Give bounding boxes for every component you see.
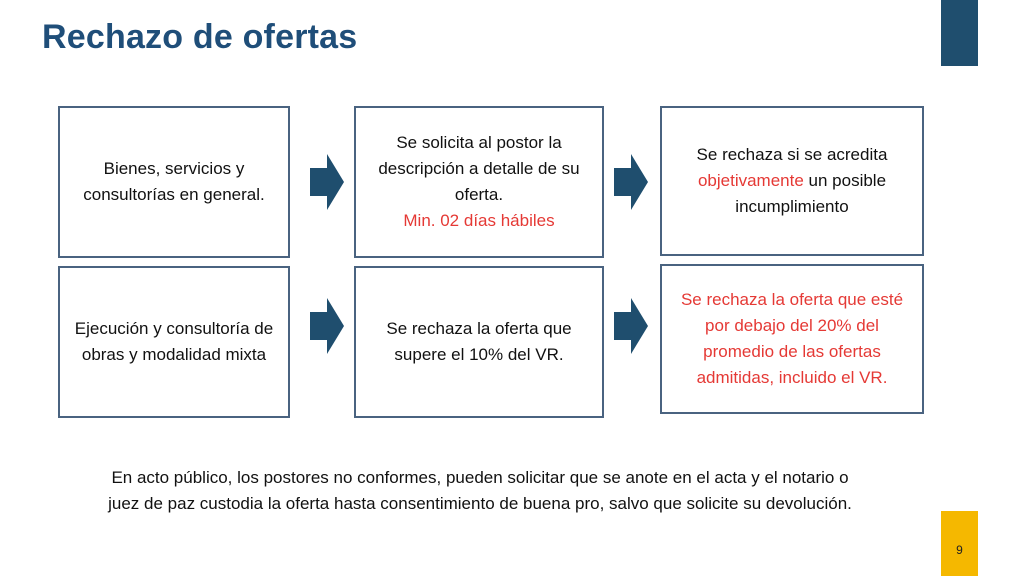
page-number-badge: [941, 511, 978, 576]
row1-right-text-after: un posible incumplimiento: [735, 171, 887, 216]
bottom-note-line1: En acto público, los postores no conformes, pueden solicitar que se anote en el acta y el notario o: [111, 468, 849, 487]
row1-right-highlight: objetivamente: [697, 171, 804, 190]
row1-right-text-before: Se rechaza si se acredita: [696, 145, 888, 164]
arrow-right-icon: [614, 154, 648, 210]
row1-left-text: Bienes, servicios y consultorías en general.: [83, 159, 265, 204]
row2-right-text: Se rechaza la oferta que esté por debajo del 20% del promedio de las ofertas admitidas, incluido el VR.: [680, 290, 904, 387]
row1-left-box: [58, 106, 290, 258]
row2-left-box: [58, 266, 290, 418]
row2-middle-text: Se rechaza la oferta que supere el 10% del VR.: [386, 319, 572, 364]
bottom-note-line2: juez de paz custodia la oferta hasta consentimiento de buena pro, salvo que solicite su devolución.: [108, 494, 852, 513]
row1-middle-text: Se solicita al postor la descripción a detalle de su oferta.: [378, 133, 580, 204]
row1-middle-box: [354, 106, 604, 258]
row1-right-box: [660, 106, 924, 256]
row1-middle-highlight: Min. 02 días hábiles: [403, 211, 555, 230]
page-number: 9: [956, 543, 963, 557]
top-accent-bar: [941, 0, 978, 66]
bottom-note: [40, 465, 920, 517]
arrow-right-icon: [310, 154, 344, 210]
slide-title: Rechazo de ofertas: [42, 18, 358, 56]
arrow-right-icon: [614, 298, 648, 354]
row2-right-box: [660, 264, 924, 414]
arrow-right-icon: [310, 298, 344, 354]
row2-left-text: Ejecución y consultoría de obras y modalidad mixta: [74, 319, 274, 364]
row2-middle-box: [354, 266, 604, 418]
